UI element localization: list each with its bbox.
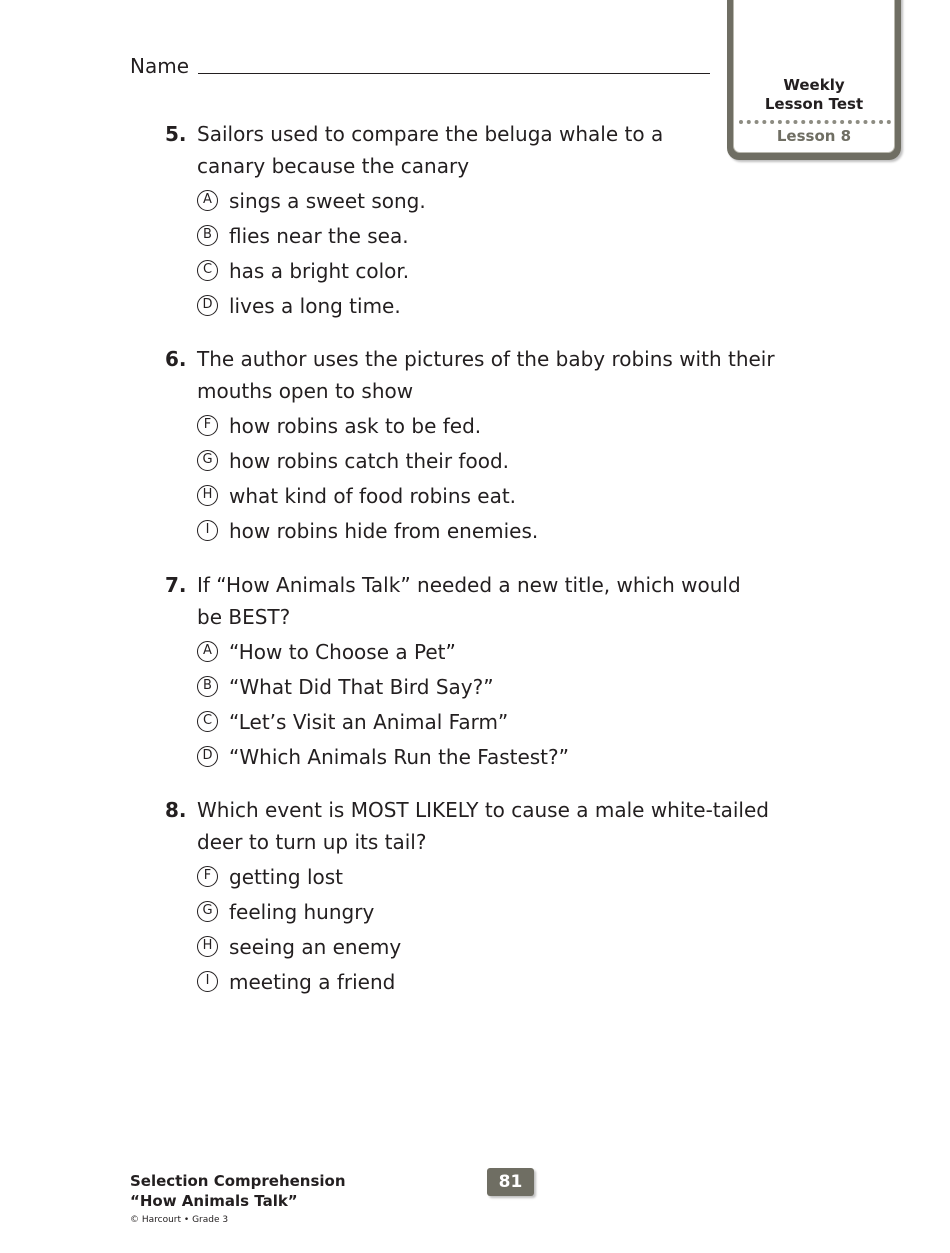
answer-text: what kind of food robins eat. [229, 484, 517, 508]
question-stem: Which event is MOST LIKELY to cause a male white-tailed deer to turn up its tail? [197, 798, 769, 854]
answer-text: sings a sweet song. [229, 189, 426, 213]
name-write-line[interactable] [198, 73, 710, 74]
name-row [130, 54, 710, 78]
answer-text: “How to Choose a Pet” [229, 640, 456, 664]
answer-text: how robins hide from enemies. [229, 519, 539, 543]
answer-bubble[interactable]: A [197, 641, 218, 662]
question-number: 5. [165, 122, 187, 146]
tab-weekly-label: Weekly [783, 76, 845, 94]
question-stem: Sailors used to compare the beluga whale to a canary because the canary [197, 122, 664, 178]
answer-text: meeting a friend [229, 970, 396, 994]
tab-dotted-divider [739, 120, 891, 124]
name-label: Name [130, 54, 190, 78]
answer-bubble[interactable]: F [197, 415, 218, 436]
answer-bubble[interactable]: I [197, 520, 218, 541]
answer-text: lives a long time. [229, 294, 401, 318]
footer-subtitle: “How Animals Talk” [130, 1192, 298, 1210]
answer-bubble[interactable]: D [197, 295, 218, 316]
answer-bubble[interactable]: B [197, 225, 218, 246]
page-number: 81 [487, 1168, 534, 1196]
answer-bubble[interactable]: G [197, 450, 218, 471]
tab-lesson-test-label: Lesson Test [764, 95, 864, 113]
question-number: 7. [165, 573, 187, 597]
answer-bubble[interactable]: B [197, 676, 218, 697]
answer-text: “What Did That Bird Say?” [229, 675, 494, 699]
lesson-tab-badge [727, 0, 901, 160]
answer-bubble[interactable]: H [197, 936, 218, 957]
footer-title: Selection Comprehension [130, 1172, 346, 1190]
question-stem: The author uses the pictures of the baby robins with their mouths open to show [197, 347, 775, 403]
question-stem: If “How Animals Talk” needed a new title, which would be BEST? [197, 573, 741, 629]
answer-bubble[interactable]: F [197, 866, 218, 887]
answer-text: seeing an enemy [229, 935, 402, 959]
footer-copyright: © Harcourt • Grade 3 [130, 1215, 229, 1225]
answer-bubble[interactable]: D [197, 746, 218, 767]
answer-text: flies near the sea. [229, 224, 409, 248]
answer-bubble[interactable]: I [197, 971, 218, 992]
answer-bubble[interactable]: A [197, 190, 218, 211]
answer-text: has a bright color. [229, 259, 410, 283]
answer-text: how robins ask to be fed. [229, 414, 482, 438]
question-number: 6. [165, 347, 187, 371]
answer-text: “Which Animals Run the Fastest?” [229, 745, 569, 769]
answer-bubble[interactable]: C [197, 260, 218, 281]
answer-text: “Let’s Visit an Animal Farm” [229, 710, 509, 734]
answer-bubble[interactable]: H [197, 485, 218, 506]
answer-bubble[interactable]: C [197, 711, 218, 732]
question-number: 8. [165, 798, 187, 822]
answer-bubble[interactable]: G [197, 901, 218, 922]
tab-lesson-number: Lesson 8 [776, 127, 852, 145]
answer-text: getting lost [229, 865, 344, 889]
answer-text: how robins catch their food. [229, 449, 509, 473]
answer-text: feeling hungry [229, 900, 375, 924]
